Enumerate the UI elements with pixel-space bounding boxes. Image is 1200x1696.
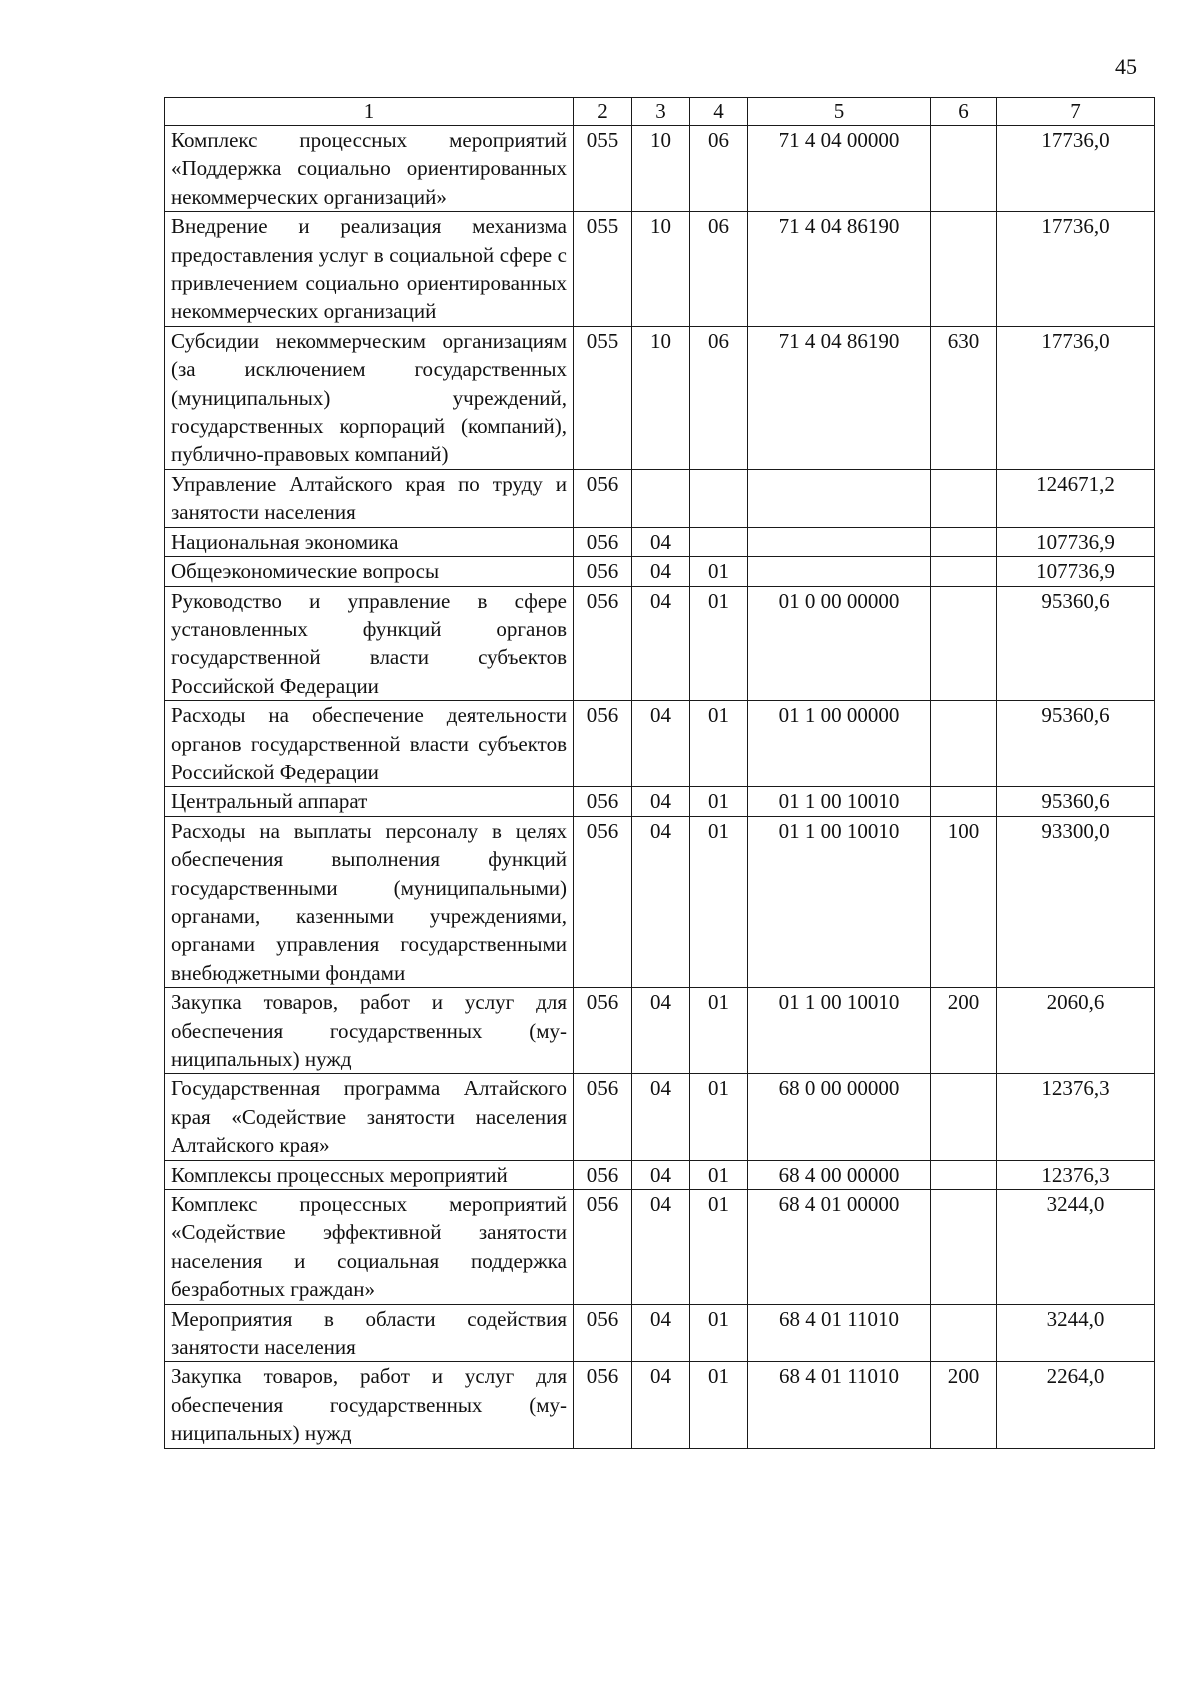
table-body <box>165 126 1155 1449</box>
section-code-cell: 04 <box>632 1160 690 1189</box>
subsection-code-cell: 01 <box>690 557 748 586</box>
table-row <box>165 701 1155 787</box>
subsection-code-cell <box>690 469 748 527</box>
row-name-cell: Национальная экономика <box>165 527 574 556</box>
ministry-code-cell: 055 <box>574 212 632 327</box>
table-row <box>165 988 1155 1074</box>
amount-cell: 12376,3 <box>997 1074 1155 1160</box>
target-article-code-cell: 71 4 04 00000 <box>748 126 931 212</box>
subsection-code-cell: 06 <box>690 212 748 327</box>
column-header-3: 3 <box>632 98 690 126</box>
ministry-code-cell: 056 <box>574 1304 632 1362</box>
amount-cell: 3244,0 <box>997 1304 1155 1362</box>
row-name-cell: Расходы на выплаты персоналу в целях обеспечения выполнения функций государственными (муниципальными) органами, казенными учреждениями, органами управления государственными внебюджетными фондами <box>165 816 574 987</box>
amount-cell: 2264,0 <box>997 1362 1155 1448</box>
ministry-code-cell: 056 <box>574 988 632 1074</box>
table-row <box>165 1304 1155 1362</box>
table-row <box>165 469 1155 527</box>
amount-cell: 3244,0 <box>997 1190 1155 1305</box>
amount-cell: 107736,9 <box>997 527 1155 556</box>
section-code-cell: 04 <box>632 1190 690 1305</box>
table-row <box>165 787 1155 816</box>
target-article-code-cell <box>748 527 931 556</box>
section-code-cell: 04 <box>632 557 690 586</box>
row-name-cell: Субсидии некоммерческим организациям (за исключением государственных (муниципальных) учреждений, государственных корпораций (компаний), публично-правовых компаний) <box>165 326 574 469</box>
section-code-cell: 04 <box>632 816 690 987</box>
table-row <box>165 527 1155 556</box>
column-header-7: 7 <box>997 98 1155 126</box>
amount-cell: 2060,6 <box>997 988 1155 1074</box>
subsection-code-cell: 01 <box>690 1304 748 1362</box>
amount-cell: 17736,0 <box>997 326 1155 469</box>
row-name-cell: Мероприятия в области содействия занятости населения <box>165 1304 574 1362</box>
section-code-cell: 04 <box>632 988 690 1074</box>
section-code-cell: 10 <box>632 212 690 327</box>
section-code-cell: 10 <box>632 126 690 212</box>
section-code-cell: 04 <box>632 586 690 701</box>
amount-cell: 12376,3 <box>997 1160 1155 1189</box>
row-name-cell: Государственная программа Алтайского края «Содействие занятости населения Алтайского края» <box>165 1074 574 1160</box>
table-row <box>165 586 1155 701</box>
target-article-code-cell: 01 1 00 10010 <box>748 816 931 987</box>
subsection-code-cell: 01 <box>690 1160 748 1189</box>
ministry-code-cell: 056 <box>574 1190 632 1305</box>
target-article-code-cell <box>748 469 931 527</box>
table-row <box>165 557 1155 586</box>
expense-type-code-cell <box>931 1304 997 1362</box>
target-article-code-cell: 01 1 00 10010 <box>748 988 931 1074</box>
table-row <box>165 1190 1155 1305</box>
ministry-code-cell: 056 <box>574 1362 632 1448</box>
subsection-code-cell <box>690 527 748 556</box>
section-code-cell: 04 <box>632 1304 690 1362</box>
section-code-cell: 04 <box>632 1362 690 1448</box>
expense-type-code-cell <box>931 1074 997 1160</box>
amount-cell: 93300,0 <box>997 816 1155 987</box>
subsection-code-cell: 01 <box>690 1190 748 1305</box>
section-code-cell: 04 <box>632 527 690 556</box>
ministry-code-cell: 056 <box>574 1160 632 1189</box>
row-name-cell: Управление Алтайского края по труду и занятости населения <box>165 469 574 527</box>
section-code-cell: 04 <box>632 701 690 787</box>
expense-type-code-cell <box>931 126 997 212</box>
section-code-cell: 04 <box>632 1074 690 1160</box>
expense-type-code-cell <box>931 787 997 816</box>
subsection-code-cell: 06 <box>690 126 748 212</box>
budget-table <box>164 97 1155 1449</box>
row-name-cell: Закупка товаров, работ и услуг для обеспечения государственных (муниципальных) нужд <box>165 988 574 1074</box>
expense-type-code-cell: 200 <box>931 988 997 1074</box>
section-code-cell: 10 <box>632 326 690 469</box>
column-header-2: 2 <box>574 98 632 126</box>
ministry-code-cell: 056 <box>574 787 632 816</box>
table-row <box>165 1362 1155 1448</box>
row-name-cell: Комплекс процессных мероприятий «Поддержка социально ориентированных некоммерческих организаций» <box>165 126 574 212</box>
amount-cell: 95360,6 <box>997 787 1155 816</box>
ministry-code-cell: 056 <box>574 586 632 701</box>
target-article-code-cell: 68 0 00 00000 <box>748 1074 931 1160</box>
expense-type-code-cell <box>931 212 997 327</box>
subsection-code-cell: 01 <box>690 586 748 701</box>
row-name-cell: Комплексы процессных мероприятий <box>165 1160 574 1189</box>
table-row <box>165 212 1155 327</box>
ministry-code-cell: 055 <box>574 326 632 469</box>
column-header-1: 1 <box>165 98 574 126</box>
expense-type-code-cell: 100 <box>931 816 997 987</box>
subsection-code-cell: 06 <box>690 326 748 469</box>
section-code-cell: 04 <box>632 787 690 816</box>
ministry-code-cell: 055 <box>574 126 632 212</box>
table-row <box>165 1160 1155 1189</box>
subsection-code-cell: 01 <box>690 1362 748 1448</box>
expense-type-code-cell <box>931 586 997 701</box>
expense-type-code-cell <box>931 469 997 527</box>
ministry-code-cell: 056 <box>574 557 632 586</box>
column-header-6: 6 <box>931 98 997 126</box>
table-row <box>165 1074 1155 1160</box>
expense-type-code-cell: 630 <box>931 326 997 469</box>
target-article-code-cell: 71 4 04 86190 <box>748 212 931 327</box>
expense-type-code-cell <box>931 701 997 787</box>
target-article-code-cell: 68 4 01 00000 <box>748 1190 931 1305</box>
amount-cell: 95360,6 <box>997 586 1155 701</box>
row-name-cell: Руководство и управление в сфере установленных функций органов государственной власти субъектов Российской Федерации <box>165 586 574 701</box>
ministry-code-cell: 056 <box>574 527 632 556</box>
target-article-code-cell: 71 4 04 86190 <box>748 326 931 469</box>
row-name-cell: Общеэкономические вопросы <box>165 557 574 586</box>
expense-type-code-cell <box>931 527 997 556</box>
ministry-code-cell: 056 <box>574 1074 632 1160</box>
target-article-code-cell: 68 4 01 11010 <box>748 1362 931 1448</box>
expense-type-code-cell <box>931 1190 997 1305</box>
table-row <box>165 816 1155 987</box>
target-article-code-cell: 01 0 00 00000 <box>748 586 931 701</box>
subsection-code-cell: 01 <box>690 816 748 987</box>
column-header-5: 5 <box>748 98 931 126</box>
target-article-code-cell <box>748 557 931 586</box>
row-name-cell: Комплекс процессных мероприятий «Содействие эффективной занятости населения и социальная поддержка безработных граждан» <box>165 1190 574 1305</box>
page-number: 45 <box>1115 54 1137 79</box>
amount-cell: 17736,0 <box>997 212 1155 327</box>
amount-cell: 107736,9 <box>997 557 1155 586</box>
header-row <box>165 98 1155 126</box>
row-name-cell: Центральный аппарат <box>165 787 574 816</box>
target-article-code-cell: 01 1 00 00000 <box>748 701 931 787</box>
expense-type-code-cell: 200 <box>931 1362 997 1448</box>
ministry-code-cell: 056 <box>574 469 632 527</box>
row-name-cell: Закупка товаров, работ и услуг для обеспечения государственных (муниципальных) нужд <box>165 1362 574 1448</box>
target-article-code-cell: 01 1 00 10010 <box>748 787 931 816</box>
subsection-code-cell: 01 <box>690 988 748 1074</box>
table-row <box>165 326 1155 469</box>
section-code-cell <box>632 469 690 527</box>
target-article-code-cell: 68 4 01 11010 <box>748 1304 931 1362</box>
amount-cell: 124671,2 <box>997 469 1155 527</box>
amount-cell: 17736,0 <box>997 126 1155 212</box>
row-name-cell: Внедрение и реализация механизма предоставления услуг в социальной сфере с привлечением социально ориентированных некоммерческих организаций <box>165 212 574 327</box>
expense-type-code-cell <box>931 557 997 586</box>
target-article-code-cell: 68 4 00 00000 <box>748 1160 931 1189</box>
subsection-code-cell: 01 <box>690 701 748 787</box>
ministry-code-cell: 056 <box>574 701 632 787</box>
subsection-code-cell: 01 <box>690 1074 748 1160</box>
table-row <box>165 126 1155 212</box>
ministry-code-cell: 056 <box>574 816 632 987</box>
amount-cell: 95360,6 <box>997 701 1155 787</box>
row-name-cell: Расходы на обеспечение деятельности органов государственной власти субъектов Российской Федерации <box>165 701 574 787</box>
subsection-code-cell: 01 <box>690 787 748 816</box>
expense-type-code-cell <box>931 1160 997 1189</box>
column-header-4: 4 <box>690 98 748 126</box>
